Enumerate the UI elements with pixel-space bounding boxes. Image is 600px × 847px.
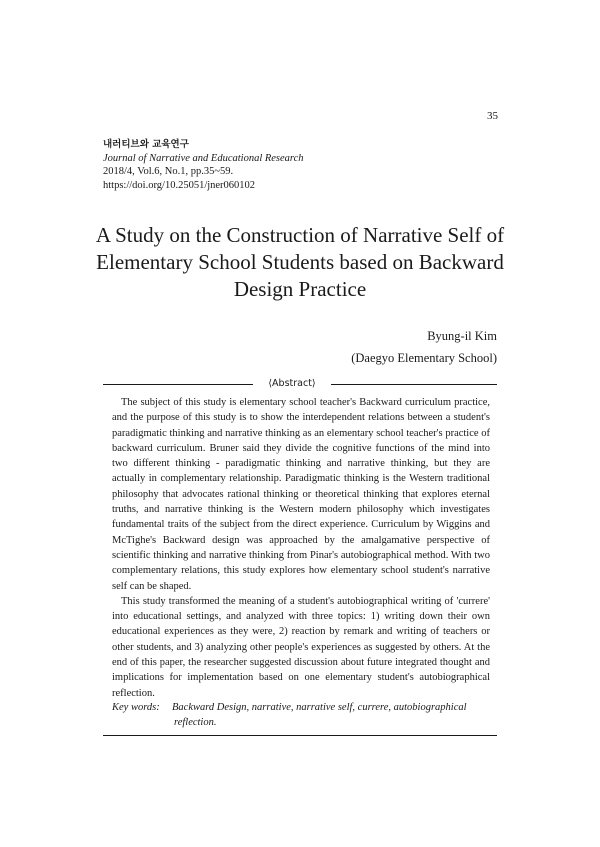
- abstract-body: [112, 395, 490, 701]
- keywords-list-continued: reflection.: [174, 717, 217, 728]
- abstract-header: [103, 376, 497, 392]
- abstract-paragraph: The subject of this study is elementary school teacher's Backward curriculum practice, and the purpose of this study is to show the interdependent relations between a student's paradigmatic thinking and narrative thinking as an elementary school teacher's practice of backward curriculum. Bruner said they divide the cognitive functions of the mind into two different thinking - paradigmatic thinking and narrative thinking, but they are actually in complementary relationship. Paradigmatic thinking is the Western traditional philosophy that advocates rational thinking or theoretical thinking that explores eternal truths, and narrative thinking is the Western modern philosophy which investigates fundamental traits of the subject from the direct experience. Curriculum by Wiggins and McTighe's Backward design was approached by the amalgamative perspective of scientific thinking and narrative thinking from Pinar's autobiographical method. With two complementary relations, this study explores how elementary school student's narrative self can be shaped.: [112, 397, 490, 592]
- author-name: Byung-il Kim: [427, 329, 497, 343]
- journal-name-english: Journal of Narrative and Educational Research: [103, 152, 304, 164]
- keywords-list: Backward Design, narrative, narrative self, currere, autobiographical: [172, 702, 467, 713]
- journal-issue: 2018/4, Vol.6, No.1, pp.35~59.: [103, 166, 234, 177]
- abstract-heading: ⟨Abstract⟩: [268, 378, 316, 389]
- author-block: [351, 325, 497, 369]
- keywords: [112, 700, 490, 730]
- paper-title: A Study on the Construction of Narrative Self of Elementary School Students based on Backward Design Practice: [95, 223, 505, 301]
- journal-doi[interactable]: https://doi.org/10.25051/jner060102: [103, 179, 256, 191]
- journal-name-korean: 내러티브와 교육연구: [103, 139, 189, 150]
- abstract-rule-right: [331, 384, 497, 385]
- keywords-label: Key words:: [112, 702, 160, 713]
- bottom-rule: [103, 735, 497, 736]
- abstract-paragraph: This study transformed the meaning of a student's autobiographical writing of 'currere' into educational settings, and analyzed with three topics: 1) writing down their own educational experiences as they were, 2) reaction by remark and writing of teachers or other students, and 3) analyzing other people's experiences as suggested by others. At the end of this paper, the researcher suggested discussion about future integrated thought and implications for implementation based on one elementary student's autobiographical reflection.: [112, 595, 490, 699]
- abstract-rule-left: [103, 384, 253, 385]
- author-affiliation: (Daegyo Elementary School): [351, 351, 497, 365]
- page-number: 35: [487, 110, 498, 122]
- journal-info: [103, 138, 304, 192]
